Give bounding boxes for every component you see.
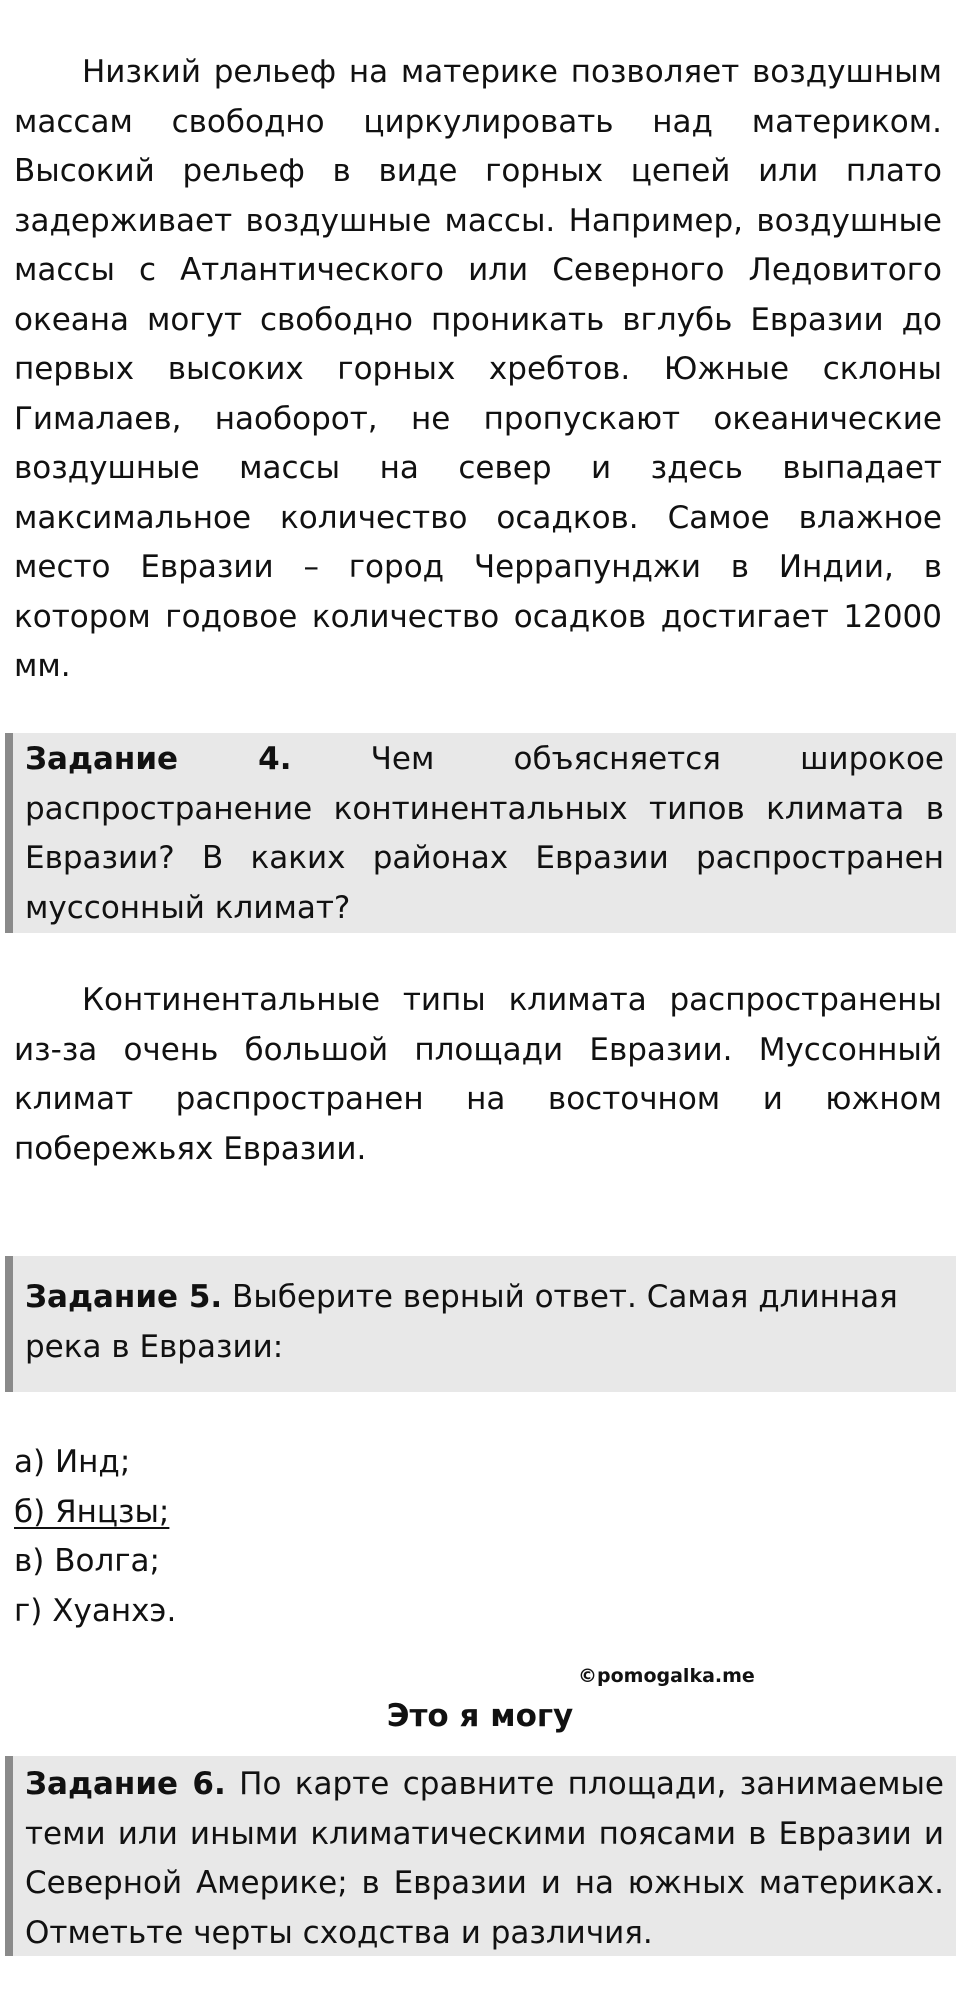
task-5-text: Выберите верный ответ. Самая длинная река в Евразии: (25, 1279, 898, 1365)
task-4-box (5, 733, 956, 933)
option-c (14, 1537, 614, 1587)
section-title: Это я могу (386, 1698, 574, 1734)
task-6-box (5, 1756, 956, 1956)
task-6-text: По карте сравните площади, занимаемые теми или иными климатическими поясами в Евразии и Северной Америке; в Евразии и на южных материках. Отметьте черты сходства и различия. (25, 1766, 945, 1951)
task-4-answer: Континентальные типы климата распространены из-за очень большой площади Евразии. Муссонный климат распространен на восточном и южном побережьях Евразии. (14, 982, 942, 1167)
option-b-text: б) Янцзы; (14, 1493, 170, 1530)
option-d-text: г) Хуанхэ. (14, 1592, 177, 1629)
option-a-text: а) Инд; (14, 1444, 131, 1480)
task-6-question (25, 1760, 944, 1958)
option-d (14, 1587, 614, 1637)
option-b-correct (14, 1488, 614, 1538)
task-5-options (14, 1438, 614, 1636)
task-6-label: Задание 6. (25, 1766, 226, 1802)
task-4-label: Задание 4. (25, 741, 292, 777)
task-5-question (25, 1273, 944, 1372)
option-a (14, 1438, 614, 1488)
task-4-text: Чем объясняется широкое распространение континентальных типов климата в Евразии? В каких районах Евразии распространен муссонный климат? (25, 741, 944, 926)
task-5-box (5, 1256, 956, 1392)
task-4-question (25, 735, 944, 933)
watermark: ©pomogalka.me (578, 1665, 755, 1687)
task-5-label: Задание 5. (25, 1279, 223, 1315)
option-c-text: в) Волга; (14, 1543, 160, 1579)
intro-paragraph: Низкий рельеф на материке позволяет воздушным массам свободно циркулировать над материком. Высокий рельеф в виде горных цепей или плато задерживает воздушные массы. Например, воздушные массы с Атлантического или Северного Ледовитого океана могут свободно проникать вглубь Евразии до первых высоких горных хребтов. Южные склоны Гималаев, наоборот, не пропускают океанические воздушные массы на север и здесь выпадает максимальное количество осадков. Самое влажное место Евразии – город Черрапунджи в Индии, в котором годовое количество осадков достигает 12000 мм. (14, 54, 942, 684)
